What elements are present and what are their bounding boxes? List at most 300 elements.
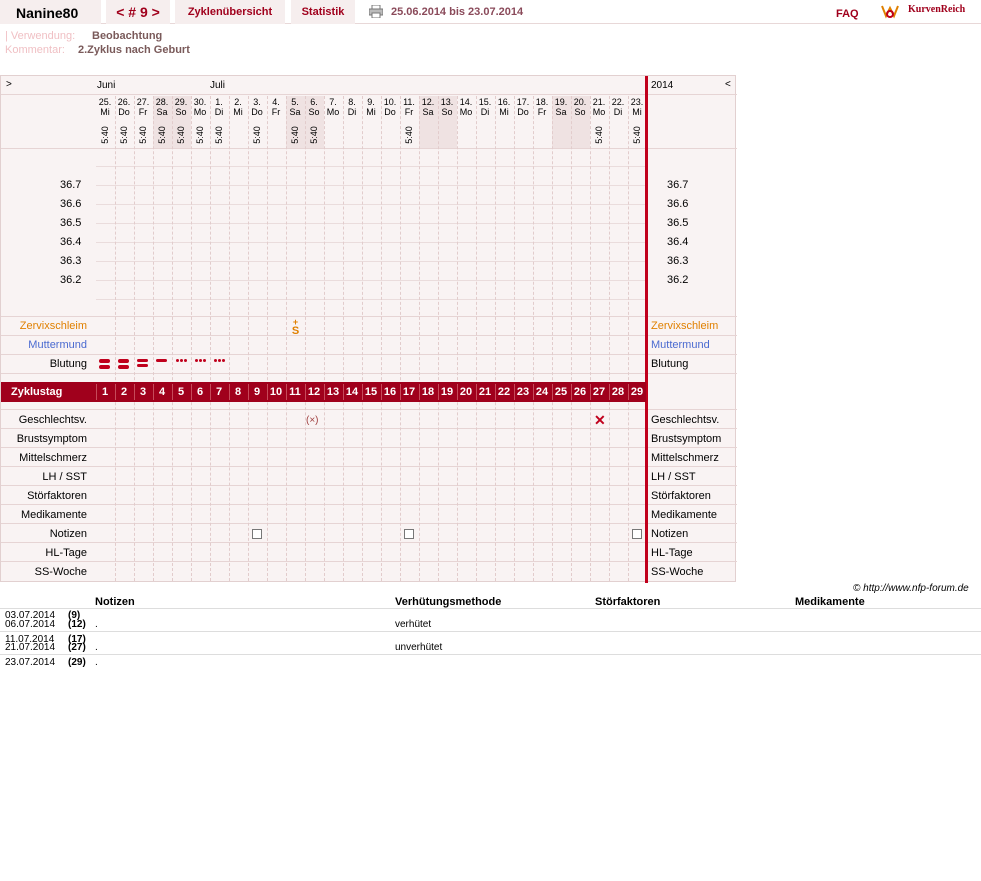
row-label-sex: Geschlechtsv. bbox=[18, 414, 87, 426]
day-date: 21. bbox=[592, 97, 606, 107]
day-weekday: Mi bbox=[366, 107, 376, 117]
cycle-day-number[interactable]: 28 bbox=[611, 386, 625, 398]
day-date: 18. bbox=[535, 97, 549, 107]
cycle-day-number[interactable]: 2 bbox=[120, 386, 128, 398]
day-date: 16. bbox=[497, 97, 511, 107]
cycle-day-label: Zyklustag bbox=[11, 386, 63, 398]
row-label-cervix bbox=[1, 320, 87, 332]
day-gridline bbox=[248, 96, 249, 581]
day-weekday: Mi bbox=[100, 107, 110, 117]
year-label: 2014 bbox=[651, 80, 674, 91]
bleeding-spotting-dot[interactable] bbox=[195, 359, 198, 362]
measure-time-value: 5:40 bbox=[404, 126, 414, 144]
day-gridline bbox=[609, 96, 610, 581]
row-separator bbox=[1, 148, 737, 149]
row-separator bbox=[1, 485, 737, 486]
day-date: 25. bbox=[98, 97, 112, 107]
measure-time-value: 5:40 bbox=[290, 126, 300, 144]
day-date: 10. bbox=[383, 97, 397, 107]
day-weekday: Sa bbox=[156, 107, 168, 117]
mm-label: Muttermund bbox=[28, 339, 87, 351]
date-range: 25.06.2014 bis 23.07.2014 bbox=[391, 6, 524, 18]
measure-time bbox=[286, 123, 304, 147]
temp-axis-label-right: 36.6 bbox=[667, 198, 689, 210]
day-weekday: Di bbox=[347, 107, 357, 117]
table-note: . bbox=[95, 619, 98, 630]
copyright: © http://www.nfp-forum.de bbox=[853, 583, 969, 594]
day-date: 1. bbox=[215, 97, 223, 107]
note-icon[interactable] bbox=[252, 529, 262, 539]
day-date: 15. bbox=[478, 97, 492, 107]
measure-time-value: 5:40 bbox=[100, 126, 110, 144]
day-weekday: So bbox=[441, 107, 453, 117]
scroll-left-arrow[interactable]: > bbox=[6, 79, 12, 90]
day-weekday: So bbox=[175, 107, 187, 117]
day-gridline bbox=[438, 96, 439, 581]
day-header[interactable] bbox=[210, 97, 228, 117]
day-weekday: Mo bbox=[592, 107, 606, 117]
table-date: 21.07.2014 bbox=[5, 642, 56, 653]
day-header[interactable] bbox=[96, 97, 114, 117]
day-date: 26. bbox=[117, 97, 131, 107]
measure-time-value: 5:40 bbox=[309, 126, 319, 144]
measure-time bbox=[191, 123, 209, 147]
row-separator bbox=[1, 94, 737, 95]
day-gridline bbox=[571, 96, 572, 581]
bleeding-medium-mark[interactable] bbox=[137, 359, 148, 362]
cycle-day-number[interactable]: 8 bbox=[234, 386, 242, 398]
day-gridline bbox=[628, 96, 629, 581]
table-date: 06.07.2014 bbox=[5, 619, 56, 630]
measure-time bbox=[305, 123, 323, 147]
day-header[interactable] bbox=[267, 97, 285, 117]
temp-axis-label-right: 36.3 bbox=[667, 255, 689, 267]
cycle-day-number[interactable]: 3 bbox=[139, 386, 147, 398]
day-header[interactable] bbox=[172, 97, 190, 117]
measure-time bbox=[134, 123, 152, 147]
measure-time bbox=[248, 123, 266, 147]
day-date: 12. bbox=[421, 97, 435, 107]
row-separator bbox=[1, 316, 737, 317]
cycle-day-number[interactable]: 5 bbox=[177, 386, 185, 398]
month-june: Juni bbox=[97, 80, 116, 91]
day-header[interactable] bbox=[305, 97, 323, 117]
temp-axis-label-right: 36.5 bbox=[667, 217, 689, 229]
temp-axis-label-right: 36.4 bbox=[667, 236, 689, 248]
day-date: 30. bbox=[193, 97, 207, 107]
row-label-bleed: Blutung bbox=[49, 358, 87, 370]
temp-gridline bbox=[96, 242, 646, 243]
right-label-ss: SS-Woche bbox=[651, 566, 704, 578]
day-gridline bbox=[191, 96, 192, 581]
day-gridline bbox=[457, 96, 458, 581]
table-separator bbox=[0, 654, 981, 655]
day-header[interactable] bbox=[400, 97, 418, 117]
cycle-day-number[interactable]: 12 bbox=[307, 386, 321, 398]
brand-name: KurvenReich bbox=[908, 4, 966, 15]
day-weekday: Di bbox=[480, 107, 490, 117]
day-date: 11. bbox=[403, 97, 415, 107]
day-weekday: Di bbox=[214, 107, 224, 117]
day-header[interactable] bbox=[115, 97, 133, 117]
day-date: 6. bbox=[310, 97, 318, 107]
day-date: 19. bbox=[554, 97, 568, 107]
measure-time-value: 5:40 bbox=[119, 126, 129, 144]
right-label-hl: HL-Tage bbox=[651, 547, 693, 559]
measure-time bbox=[400, 123, 418, 147]
comment-value: 2.Zyklus nach Geburt bbox=[78, 44, 190, 56]
row-label-lh: LH / SST bbox=[42, 471, 87, 483]
row-separator bbox=[1, 561, 737, 562]
day-gridline bbox=[229, 96, 230, 581]
kurvenreich-logo-icon bbox=[880, 2, 900, 20]
cycle-day-number[interactable]: 15 bbox=[364, 386, 378, 398]
row-separator bbox=[1, 335, 737, 336]
day-header[interactable] bbox=[552, 97, 570, 117]
bleeding-spotting-dot[interactable] bbox=[176, 359, 179, 362]
measure-time bbox=[153, 123, 171, 147]
row-label-ss: SS-Woche bbox=[34, 566, 87, 578]
row-separator bbox=[1, 373, 737, 374]
tab-cycle-overview[interactable]: Zyklenübersicht bbox=[175, 0, 285, 24]
day-header[interactable] bbox=[381, 97, 399, 117]
day-date: 20. bbox=[573, 97, 587, 107]
scroll-right-arrow[interactable]: < bbox=[725, 79, 731, 90]
temp-axis-label-left: 36.7 bbox=[60, 179, 82, 191]
table-separator bbox=[0, 608, 981, 609]
bleeding-spotting-dot[interactable] bbox=[184, 359, 187, 362]
day-gridline bbox=[419, 96, 420, 581]
day-weekday: Sa bbox=[555, 107, 567, 117]
row-separator bbox=[1, 409, 737, 410]
day-header[interactable] bbox=[609, 97, 627, 117]
cycle-day-number[interactable]: 13 bbox=[326, 386, 340, 398]
day-gridline bbox=[495, 96, 496, 581]
day-gridline bbox=[552, 96, 553, 581]
day-date: 17. bbox=[516, 97, 530, 107]
day-header[interactable] bbox=[457, 97, 475, 117]
day-header[interactable] bbox=[153, 97, 171, 117]
table-cycle-day: (17) bbox=[68, 634, 86, 645]
day-gridline bbox=[362, 96, 363, 581]
day-header[interactable] bbox=[476, 97, 494, 117]
cervix-mark[interactable] bbox=[286, 318, 305, 336]
day-weekday: Fr bbox=[537, 107, 547, 117]
row-separator bbox=[1, 504, 737, 505]
day-gridline bbox=[134, 96, 135, 581]
printer-icon[interactable] bbox=[369, 5, 383, 18]
comment-line bbox=[5, 44, 190, 56]
right-label-med: Medikamente bbox=[651, 509, 718, 521]
measure-time bbox=[628, 123, 646, 147]
right-label-cervix: Zervixschleim bbox=[651, 320, 719, 332]
measure-time bbox=[115, 123, 133, 147]
day-weekday: Fr bbox=[404, 107, 414, 117]
table-note: . bbox=[95, 642, 98, 653]
month-july: Juli bbox=[210, 80, 226, 91]
temp-axis-label-right: 36.7 bbox=[667, 179, 689, 191]
row-label-mittel: Mittelschmerz bbox=[19, 452, 87, 464]
cycle-nav-button[interactable]: < # 9 > bbox=[106, 0, 170, 24]
day-date: 5. bbox=[291, 97, 299, 107]
day-weekday: Sa bbox=[289, 107, 301, 117]
col-header-method: Verhütungsmethode bbox=[395, 596, 502, 608]
day-header[interactable] bbox=[248, 97, 266, 117]
row-label-mm bbox=[1, 339, 87, 351]
bleeding-light-mark[interactable] bbox=[156, 359, 167, 362]
table-date: 23.07.2014 bbox=[5, 657, 56, 668]
top-bar bbox=[0, 0, 981, 24]
day-header[interactable] bbox=[286, 97, 304, 117]
row-separator bbox=[1, 466, 737, 467]
day-weekday: So bbox=[574, 107, 586, 117]
col-header-med: Medikamente bbox=[795, 596, 865, 608]
cycle-day-number[interactable]: 6 bbox=[196, 386, 204, 398]
day-gridline bbox=[476, 96, 477, 581]
day-date: 14. bbox=[459, 97, 473, 107]
day-gridline bbox=[400, 96, 401, 581]
day-date: 23. bbox=[630, 97, 644, 107]
bleeding-medium-mark[interactable] bbox=[137, 364, 148, 367]
day-header[interactable] bbox=[324, 97, 342, 117]
right-label-notes: Notizen bbox=[651, 528, 689, 540]
cervix-label: Zervixschleim bbox=[19, 320, 87, 332]
row-separator bbox=[1, 354, 737, 355]
table-date: 11.07.2014 bbox=[5, 634, 55, 645]
bleeding-spotting-dot[interactable] bbox=[180, 359, 183, 362]
day-header[interactable] bbox=[628, 97, 646, 117]
day-gridline bbox=[153, 96, 154, 581]
measure-time bbox=[172, 123, 190, 147]
temp-gridline bbox=[96, 280, 646, 281]
right-label-stoer: Störfaktoren bbox=[651, 490, 711, 502]
bleeding-spotting-dot[interactable] bbox=[214, 359, 217, 362]
temp-gridline bbox=[96, 261, 646, 262]
day-weekday: Mo bbox=[193, 107, 207, 117]
right-label-breast: Brustsymptom bbox=[651, 433, 722, 445]
cycle-day-number[interactable]: 24 bbox=[535, 386, 549, 398]
day-weekday: Mo bbox=[326, 107, 340, 117]
cycle-day-number[interactable]: 19 bbox=[440, 386, 454, 398]
cycle-day-number[interactable]: 10 bbox=[269, 386, 283, 398]
today-marker bbox=[645, 76, 648, 583]
day-header[interactable] bbox=[438, 97, 456, 117]
day-weekday: Do bbox=[251, 107, 263, 117]
row-label-stoer: Störfaktoren bbox=[27, 490, 87, 502]
table-method: verhütet bbox=[395, 619, 432, 630]
day-date: 4. bbox=[272, 97, 280, 107]
temp-axis-label-left: 36.4 bbox=[60, 236, 82, 248]
day-weekday: Mo bbox=[459, 107, 473, 117]
table-date: 03.07.2014 bbox=[5, 610, 56, 621]
row-label-hl: HL-Tage bbox=[45, 547, 87, 559]
day-header[interactable] bbox=[590, 97, 608, 117]
bleeding-spotting-dot[interactable] bbox=[203, 359, 206, 362]
row-separator bbox=[1, 447, 737, 448]
row-label-notes: Notizen bbox=[49, 528, 87, 540]
day-weekday: Mi bbox=[632, 107, 642, 117]
measure-time-value: 5:40 bbox=[214, 126, 224, 144]
bleeding-heavy-mark[interactable] bbox=[118, 365, 129, 369]
day-weekday: Sa bbox=[422, 107, 434, 117]
right-label-mm: Muttermund bbox=[651, 339, 710, 351]
day-gridline bbox=[210, 96, 211, 581]
day-weekday: Fr bbox=[138, 107, 148, 117]
day-date: 13. bbox=[440, 97, 454, 107]
usage-value: Beobachtung bbox=[92, 30, 163, 42]
day-header[interactable] bbox=[514, 97, 532, 117]
temp-gridline bbox=[96, 223, 646, 224]
day-gridline bbox=[115, 96, 116, 581]
day-date: 29. bbox=[174, 97, 188, 107]
row-separator bbox=[1, 428, 737, 429]
cycle-day-number[interactable]: 26 bbox=[573, 386, 587, 398]
temp-axis-label-left: 36.2 bbox=[60, 274, 82, 286]
day-weekday: Mi bbox=[499, 107, 509, 117]
bleeding-heavy-mark[interactable] bbox=[99, 365, 110, 369]
day-weekday: Do bbox=[517, 107, 529, 117]
cycle-day-number[interactable]: 11 bbox=[289, 386, 301, 398]
col-header-stoer: Störfaktoren bbox=[595, 596, 661, 608]
day-date: 27. bbox=[136, 97, 150, 107]
temp-gridline bbox=[96, 204, 646, 205]
measure-time-value: 5:40 bbox=[138, 126, 148, 144]
temp-axis-label-left: 36.6 bbox=[60, 198, 82, 210]
day-date: 28. bbox=[155, 97, 169, 107]
row-label-breast: Brustsymptom bbox=[16, 433, 87, 445]
bleeding-heavy-mark[interactable] bbox=[99, 359, 110, 363]
usage-line bbox=[5, 30, 163, 42]
row-label-med: Medikamente bbox=[20, 509, 87, 521]
temp-gridline bbox=[96, 166, 646, 167]
comment-label: Kommentar: bbox=[5, 44, 65, 56]
note-icon[interactable] bbox=[404, 529, 414, 539]
table-note: . bbox=[95, 657, 98, 668]
table-separator bbox=[0, 631, 981, 632]
temp-axis-label-left: 36.5 bbox=[60, 217, 82, 229]
cycle-day-number[interactable]: 23 bbox=[516, 386, 530, 398]
cervix-mark-symbol: S bbox=[291, 325, 300, 337]
table-method: unverhütet bbox=[395, 642, 443, 653]
measure-time-value: 5:40 bbox=[594, 126, 604, 144]
right-label-lh: LH / SST bbox=[651, 471, 696, 483]
day-date: 9. bbox=[367, 97, 375, 107]
day-header[interactable] bbox=[229, 97, 247, 117]
col-header-notes: Notizen bbox=[95, 596, 135, 608]
cycle-day-number[interactable]: 17 bbox=[402, 386, 416, 398]
intercourse-unprotected-mark[interactable]: ✕ bbox=[594, 412, 606, 428]
cycle-day-number[interactable]: 1 bbox=[101, 386, 109, 398]
bleeding-spotting-dot[interactable] bbox=[218, 359, 221, 362]
cycle-day-number[interactable]: 14 bbox=[345, 386, 359, 398]
table-cycle-day: (9) bbox=[68, 610, 81, 621]
measure-time bbox=[96, 123, 114, 147]
temp-gridline bbox=[96, 185, 646, 186]
cycle-day-bar bbox=[1, 382, 646, 402]
day-weekday: Di bbox=[613, 107, 623, 117]
cycle-day-number[interactable]: 29 bbox=[630, 386, 644, 398]
table-cycle-day: (29) bbox=[68, 657, 86, 668]
day-weekday: Do bbox=[384, 107, 396, 117]
right-label-bleed: Blutung bbox=[651, 358, 689, 370]
day-header[interactable] bbox=[533, 97, 551, 117]
cycle-day-number[interactable]: 16 bbox=[383, 386, 397, 398]
measure-time-value: 5:40 bbox=[195, 126, 205, 144]
day-gridline bbox=[172, 96, 173, 581]
cycle-day-number[interactable]: 4 bbox=[158, 386, 166, 398]
cycle-day-number[interactable]: 9 bbox=[253, 386, 261, 398]
cycle-day-number[interactable]: 7 bbox=[215, 386, 223, 398]
cycle-day-number[interactable]: 27 bbox=[592, 386, 606, 398]
cycle-chart bbox=[0, 75, 736, 582]
day-header[interactable] bbox=[362, 97, 380, 117]
day-header[interactable] bbox=[191, 97, 209, 117]
day-gridline bbox=[324, 96, 325, 581]
day-header[interactable] bbox=[134, 97, 152, 117]
cycle-day-number[interactable]: 20 bbox=[459, 386, 473, 398]
day-gridline bbox=[514, 96, 515, 581]
day-weekday: Fr bbox=[271, 107, 281, 117]
intercourse-protected-mark[interactable]: (×) bbox=[306, 415, 319, 426]
day-weekday: Mi bbox=[233, 107, 243, 117]
usage-label: | Verwendung: bbox=[5, 30, 76, 42]
cycle-day-number[interactable]: 18 bbox=[421, 386, 435, 398]
note-icon[interactable] bbox=[632, 529, 642, 539]
measure-time bbox=[590, 123, 608, 147]
cycle-day-number[interactable]: 22 bbox=[497, 386, 511, 398]
day-header[interactable] bbox=[343, 97, 361, 117]
day-header[interactable] bbox=[495, 97, 513, 117]
bleeding-heavy-mark[interactable] bbox=[118, 359, 129, 363]
day-date: 8. bbox=[348, 97, 356, 107]
table-cycle-day: (12) bbox=[68, 619, 86, 630]
day-gridline bbox=[286, 96, 287, 581]
day-gridline bbox=[267, 96, 268, 581]
temp-gridline bbox=[96, 299, 646, 300]
right-label-mittel: Mittelschmerz bbox=[651, 452, 719, 464]
day-weekday: So bbox=[308, 107, 320, 117]
day-gridline bbox=[343, 96, 344, 581]
day-gridline bbox=[381, 96, 382, 581]
measure-time-value: 5:40 bbox=[176, 126, 186, 144]
faq-link[interactable]: FAQ bbox=[836, 8, 859, 20]
bleeding-spotting-dot[interactable] bbox=[199, 359, 202, 362]
day-weekday: Do bbox=[118, 107, 130, 117]
username: Nanine80 bbox=[0, 0, 101, 24]
day-date: 7. bbox=[329, 97, 337, 107]
right-label-sex: Geschlechtsv. bbox=[651, 414, 720, 426]
cycle-day-number[interactable]: 21 bbox=[478, 386, 492, 398]
measure-time-value: 5:40 bbox=[252, 126, 262, 144]
day-header[interactable] bbox=[419, 97, 437, 117]
measure-time bbox=[210, 123, 228, 147]
day-gridline bbox=[533, 96, 534, 581]
tab-statistics[interactable]: Statistik bbox=[291, 0, 355, 24]
measure-time-value: 5:40 bbox=[632, 126, 642, 144]
cycle-day-number[interactable]: 25 bbox=[554, 386, 568, 398]
temp-axis-label-right: 36.2 bbox=[667, 274, 689, 286]
cervix-mark-plus: + bbox=[292, 317, 299, 327]
day-date: 22. bbox=[611, 97, 625, 107]
bleeding-spotting-dot[interactable] bbox=[222, 359, 225, 362]
row-separator bbox=[1, 523, 737, 524]
day-gridline bbox=[305, 96, 306, 581]
day-header[interactable] bbox=[571, 97, 589, 117]
table-cycle-day: (27) bbox=[68, 642, 86, 653]
row-separator bbox=[1, 542, 737, 543]
day-date: 3. bbox=[253, 97, 261, 107]
measure-time-value: 5:40 bbox=[157, 126, 167, 144]
